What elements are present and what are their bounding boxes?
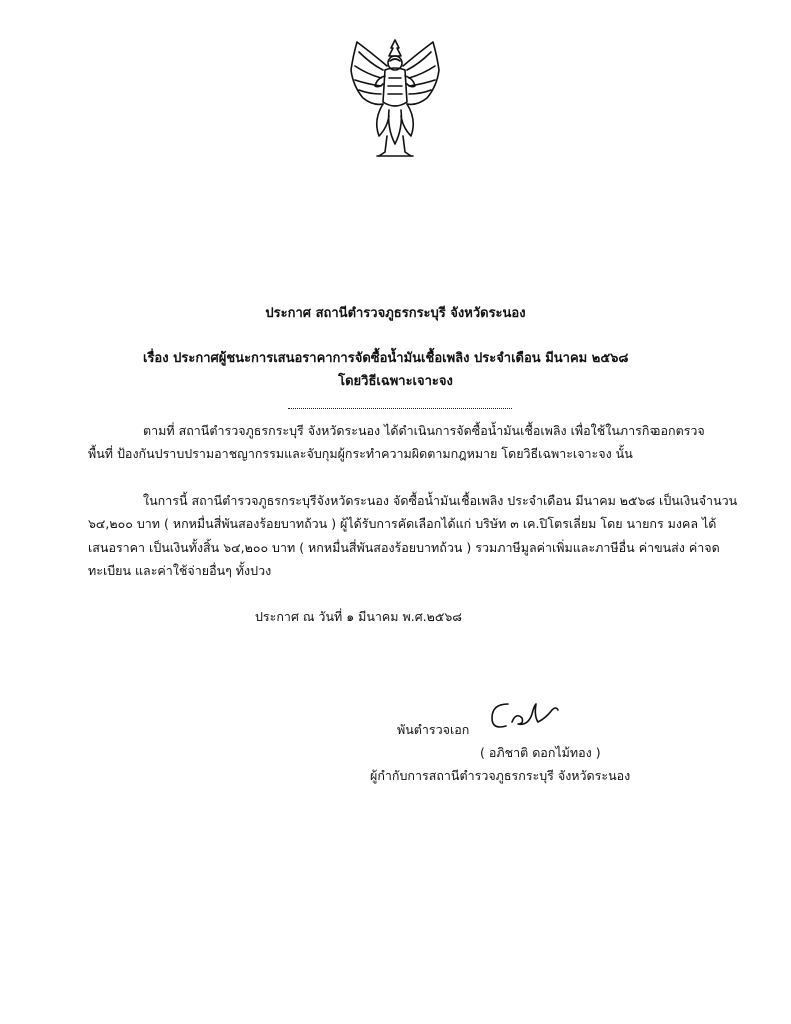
announcement-title: ประกาศ สถานีตำรวจภูธรกระบุรี จังหวัดระนอง: [265, 306, 526, 321]
dotted-divider: [288, 408, 512, 409]
paragraph-1-line-2: พื้นที่ ป้องกันปราบปรามอาชญากรรมและจับกุมผู้กระทำความผิดตามกฎหมาย โดยวิธีเฉพาะเจาะจง นั้น: [88, 446, 633, 461]
announcement-subject: เรื่อง ประกาศผู้ชนะการเสนอราคาการจัดซื้อน้ำมันเชื้อเพลิง ประจำเดือน มีนาคม ๒๕๖๘: [143, 351, 629, 366]
paragraph-2-line-3: เสนอราคา เป็นเงินทั้งสิ้น ๖๔,๒๐๐ บาท ( หกหมื่นสี่พันสองร้อยบาทถ้วน ) รวมภาษีมูลค่าเพิ่มและภาษีอื่น ค่าขนส่ง ค่าจด: [88, 540, 720, 555]
garuda-emblem-icon: [343, 36, 447, 160]
paragraph-1-line-1: ตามที่ สถานีตำรวจภูธรกระบุรี จังหวัดระนอง ได้ดำเนินการจัดซื้อน้ำมันเชื้อเพลิง เพื่อใช้ในภารกิจ: [143, 423, 657, 438]
paragraph-2-line-2: ๖๔,๒๐๐ บาท ( หกหมื่นสี่พันสองร้อยบาทถ้วน ) ผู้ได้รับการคัดเลือกได้แก่ บริษัท ๓ เค.ปิโตรเลี่ยม โดย นายกร มงคล ได้: [88, 516, 717, 531]
paragraph-2-line-1: ในการนี้ สถานีตำรวจภูธรกระบุรีจังหวัดระนอง จัดซื้อน้ำมันเชื้อเพลิง ประจำเดือน มีนาคม ๒๕๖๘ เป็นเงินจำนวน: [143, 493, 738, 508]
paragraph-2-line-4: ทะเบียน และค่าใช้จ่ายอื่นๆ ทั้งปวง: [88, 563, 272, 578]
signer-position: ผู้กำกับการสถานีตำรวจภูธรกระบุรี จังหวัดระนอง: [370, 768, 631, 783]
signer-rank: พันตำรวจเอก: [397, 722, 470, 737]
signer-name: ( อภิชาติ ดอกไม้ทอง ): [480, 745, 601, 760]
paragraph-1-line-1-end: ออกตรวจ: [653, 423, 705, 438]
handwritten-signature-icon: [486, 696, 566, 738]
announcement-date: ประกาศ ณ วันที่ ๑ มีนาคม พ.ศ.๒๕๖๘: [255, 609, 462, 624]
announcement-subject-method: โดยวิธีเฉพาะเจาะจง: [338, 374, 453, 389]
